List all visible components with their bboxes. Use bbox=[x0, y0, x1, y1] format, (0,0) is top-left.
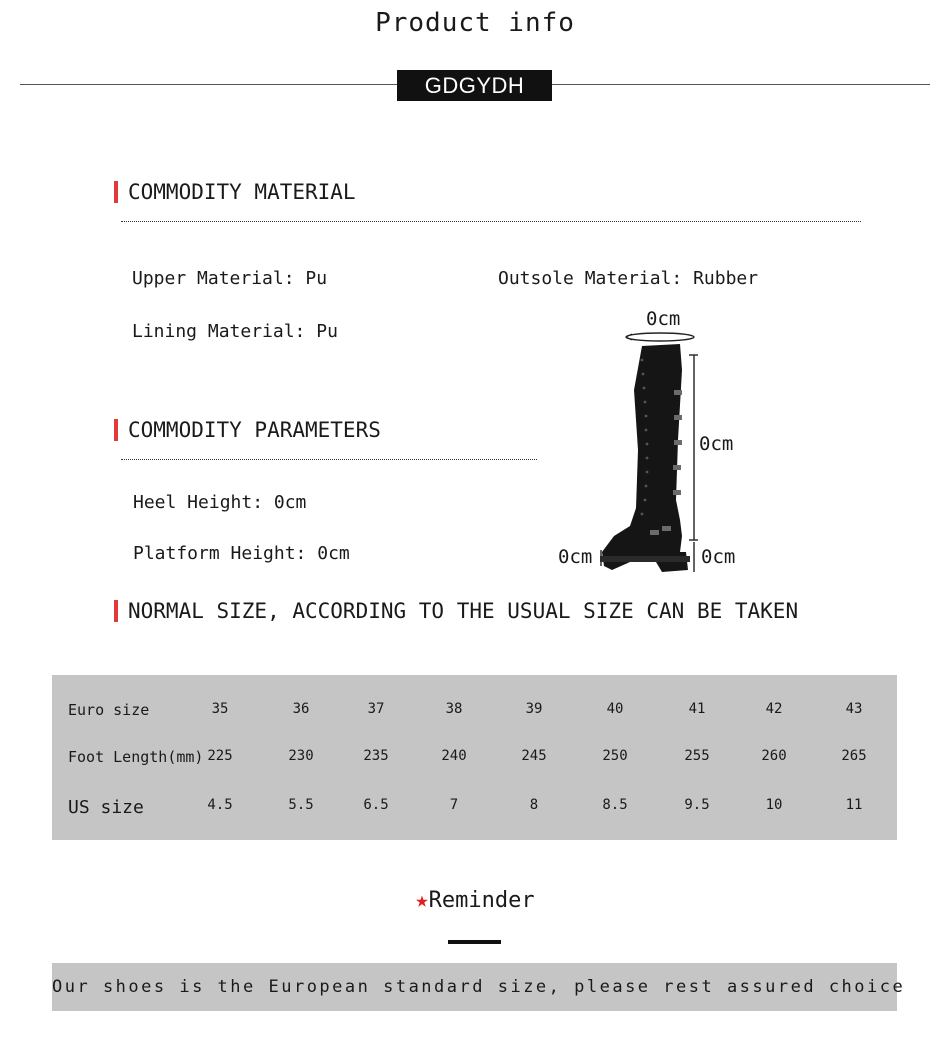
table-cell: 41 bbox=[688, 701, 706, 717]
outsole-material: Outsole Material: Rubber bbox=[498, 268, 759, 289]
row-label: Foot Length(mm) bbox=[68, 748, 204, 766]
table-row-foot-length bbox=[52, 748, 897, 768]
section-accent-bar bbox=[114, 419, 118, 441]
table-cell: 6.5 bbox=[363, 797, 389, 813]
table-cell: 5.5 bbox=[288, 797, 314, 813]
star-icon: ★ bbox=[415, 888, 429, 913]
table-cell: 8 bbox=[529, 797, 539, 813]
boot-silhouette bbox=[602, 344, 688, 572]
table-cell: 260 bbox=[761, 748, 787, 764]
table-cell: 11 bbox=[845, 797, 863, 813]
table-cell: 37 bbox=[367, 701, 385, 717]
top-circumference-label: 0cm bbox=[646, 308, 681, 330]
size-table bbox=[52, 675, 897, 840]
platform-sole bbox=[600, 556, 690, 562]
platform-height: Platform Height: 0cm bbox=[133, 543, 350, 564]
lining-material: Lining Material: Pu bbox=[132, 321, 338, 342]
upper-material: Upper Material: Pu bbox=[132, 268, 328, 289]
table-cell: 265 bbox=[841, 748, 867, 764]
table-cell: 4.5 bbox=[207, 797, 233, 813]
parameters-heading-text: COMMODITY PARAMETERS bbox=[128, 418, 381, 442]
table-cell: 245 bbox=[521, 748, 547, 764]
table-cell: 40 bbox=[606, 701, 624, 717]
circumference-ring bbox=[626, 333, 694, 341]
heel-right-label: 0cm bbox=[701, 546, 736, 568]
reminder-heading bbox=[0, 888, 950, 913]
row-label: US size bbox=[68, 797, 144, 818]
heel-left-label: 0cm bbox=[558, 546, 593, 568]
table-cell: 43 bbox=[845, 701, 863, 717]
material-heading bbox=[114, 180, 356, 204]
section-accent-bar bbox=[114, 181, 118, 203]
reminder-underline bbox=[448, 940, 501, 944]
table-cell: 225 bbox=[207, 748, 233, 764]
shaft-height-label: 0cm bbox=[699, 433, 734, 455]
table-cell: 7 bbox=[449, 797, 459, 813]
heel-height: Heel Height: 0cm bbox=[133, 492, 307, 513]
table-cell: 235 bbox=[363, 748, 389, 764]
material-dotted-divider bbox=[121, 221, 861, 222]
table-cell: 8.5 bbox=[602, 797, 628, 813]
page-title: Product info bbox=[375, 8, 575, 38]
table-cell: 38 bbox=[445, 701, 463, 717]
normal-size-heading bbox=[114, 599, 798, 623]
parameters-dotted-divider bbox=[121, 459, 537, 460]
boot-illustration bbox=[590, 330, 710, 580]
table-cell: 39 bbox=[525, 701, 543, 717]
table-cell: 255 bbox=[684, 748, 710, 764]
size-notice: Our shoes is the European standard size, please rest assured choice bbox=[52, 963, 897, 1011]
table-cell: 36 bbox=[292, 701, 310, 717]
table-row-euro bbox=[52, 701, 897, 721]
normal-size-heading-text: NORMAL SIZE, ACCORDING TO THE USUAL SIZE CAN BE TAKEN bbox=[128, 599, 799, 623]
parameters-heading bbox=[114, 418, 381, 442]
section-accent-bar bbox=[114, 600, 118, 622]
material-heading-text: COMMODITY MATERIAL bbox=[128, 180, 356, 204]
table-cell: 230 bbox=[288, 748, 314, 764]
table-cell: 240 bbox=[441, 748, 467, 764]
brand-badge: GDGYDH bbox=[397, 70, 552, 101]
reminder-title: Reminder bbox=[428, 888, 535, 913]
row-label: Euro size bbox=[68, 701, 150, 719]
table-row-us bbox=[52, 797, 897, 817]
table-cell: 9.5 bbox=[684, 797, 710, 813]
table-cell: 42 bbox=[765, 701, 783, 717]
table-cell: 35 bbox=[211, 701, 229, 717]
table-cell: 250 bbox=[602, 748, 628, 764]
table-cell: 10 bbox=[765, 797, 783, 813]
